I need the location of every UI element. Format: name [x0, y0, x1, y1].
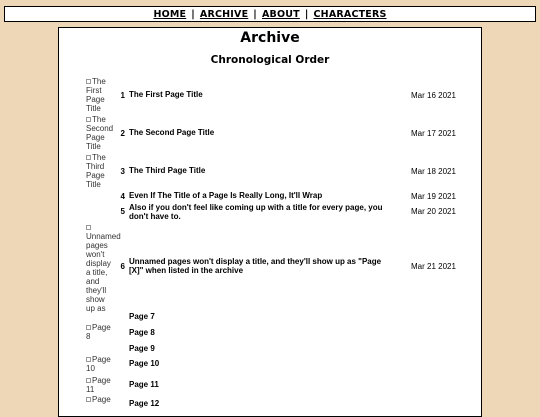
- broken-image-icon: [86, 325, 91, 330]
- nav-separator: |: [304, 8, 309, 20]
- page-title-link[interactable]: Page 10: [129, 359, 160, 368]
- page-title-link[interactable]: Page 7: [129, 312, 155, 321]
- archive-panel: [58, 27, 482, 417]
- page-date: Mar 16 2021: [411, 91, 456, 100]
- page-title-link[interactable]: Page 8: [129, 328, 155, 337]
- page-title-link[interactable]: Page 11: [129, 380, 159, 389]
- page-thumbnail[interactable]: The Third Page Title: [86, 153, 106, 189]
- nav-characters-link[interactable]: CHARACTERS: [313, 8, 387, 20]
- page-title-link[interactable]: The Third Page Title: [129, 166, 206, 175]
- page-thumbnail[interactable]: Page 10: [86, 355, 111, 373]
- top-nav-bar: [4, 6, 536, 22]
- nav-archive-link[interactable]: ARCHIVE: [199, 8, 249, 20]
- page-thumbnail[interactable]: The Second Page Title: [86, 115, 114, 151]
- nav-home-link[interactable]: HOME: [153, 8, 187, 20]
- nav-separator: |: [253, 8, 257, 20]
- page-thumbnail[interactable]: Page 11: [86, 376, 111, 394]
- page-title-link[interactable]: Unnamed pages won't display a title, and they'll show up as "Page [X]" when listed in the archive: [129, 257, 382, 275]
- page-number: 5: [120, 207, 125, 216]
- page-title-link[interactable]: Page 9: [129, 344, 155, 353]
- nav-separator: |: [191, 8, 195, 20]
- page-thumbnail[interactable]: Page: [86, 395, 112, 407]
- page-title-link[interactable]: The Second Page Title: [129, 128, 215, 137]
- page-thumbnail[interactable]: Page 8: [86, 323, 111, 341]
- page-number: 2: [120, 129, 125, 138]
- broken-image-icon: [86, 79, 91, 84]
- page-date: Mar 17 2021: [411, 129, 456, 138]
- broken-image-icon: [86, 155, 91, 160]
- broken-image-icon: [86, 225, 91, 230]
- page-title-link[interactable]: The First Page Title: [129, 90, 203, 99]
- broken-image-icon: [86, 357, 91, 362]
- page-date: Mar 20 2021: [411, 207, 456, 216]
- page-title-link[interactable]: Page 12: [129, 399, 160, 408]
- page-thumbnail[interactable]: The First Page Title: [86, 77, 106, 113]
- page-thumbnail[interactable]: Unnamed pages won't display a title, and they'll show up as: [86, 223, 112, 309]
- page-date: Mar 21 2021: [411, 262, 456, 271]
- page-number: 1: [120, 91, 125, 100]
- page-number: 3: [120, 167, 125, 176]
- page-title-link[interactable]: Even If The Title of a Page Is Really Long, It'll Wrap: [129, 191, 323, 200]
- page-title-link[interactable]: Also if you don't feel like coming up with a title for every page, you don't have to.: [129, 203, 383, 221]
- broken-image-icon: [86, 117, 91, 122]
- page-title: Archive: [240, 30, 300, 46]
- nav-about-link[interactable]: ABOUT: [261, 8, 300, 20]
- page-number: 4: [120, 192, 125, 201]
- page-number: 6: [120, 262, 125, 271]
- page-date: Mar 18 2021: [411, 167, 456, 176]
- broken-image-icon: [86, 397, 91, 402]
- page-subtitle: Chronological Order: [210, 54, 330, 66]
- page-date: Mar 19 2021: [411, 192, 456, 201]
- broken-image-icon: [86, 378, 91, 383]
